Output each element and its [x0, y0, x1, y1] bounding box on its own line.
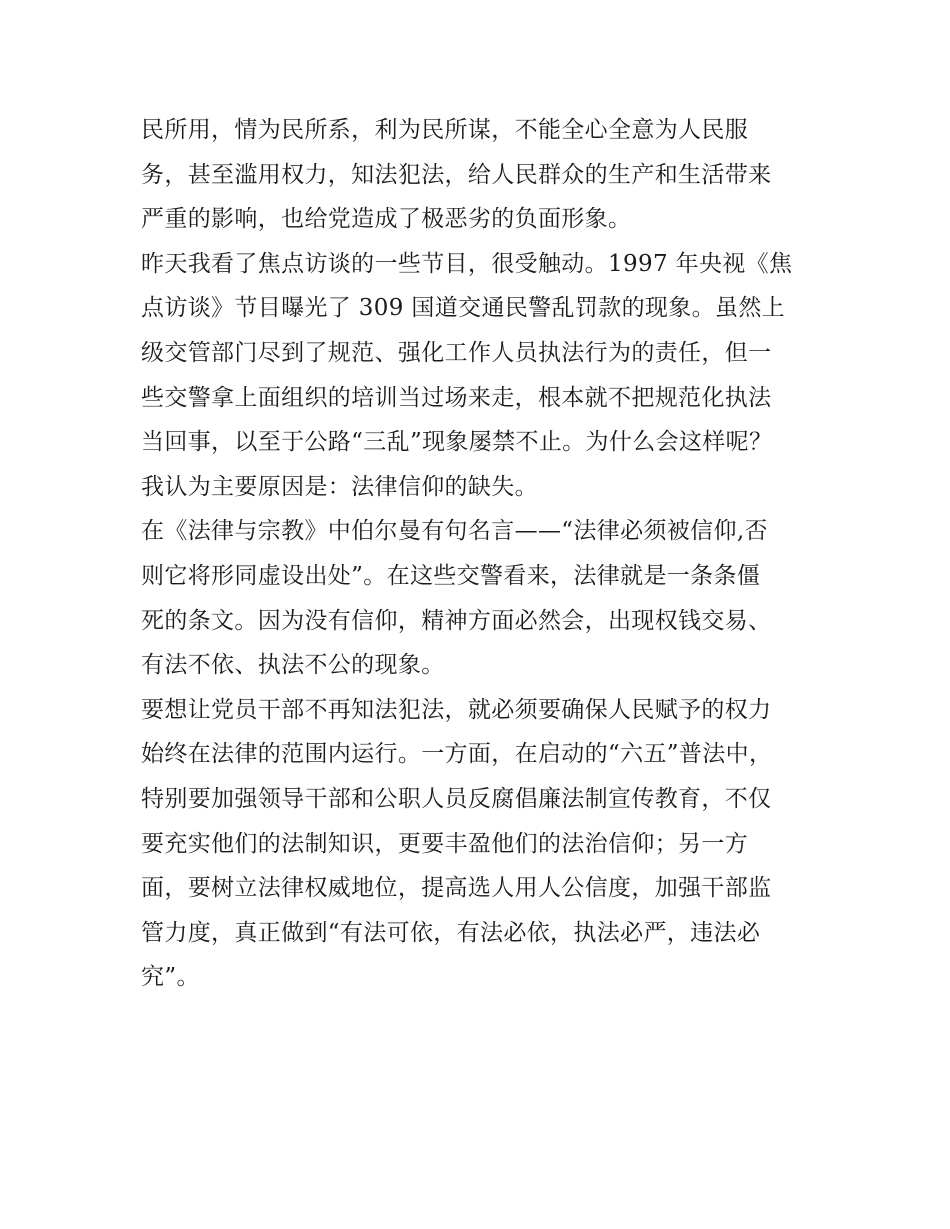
text-line: 点访谈》节目曝光了 309 国道交通民警乱罚款的现象。虽然上 — [141, 295, 786, 322]
text-line: 当回事，以至于公路“三乱”现象屡禁不止。为什么会这样呢？ — [141, 429, 773, 456]
text-line: 级交管部门尽到了规范、强化工作人员执法行为的责任，但一 — [141, 339, 772, 366]
text-line: 民所用，情为民所系，利为民所谋，不能全心全意为人民服 — [141, 117, 749, 143]
text-line: 务，甚至滥用权力，知法犯法，给人民群众的生产和生活带来 — [141, 161, 772, 188]
text-line: 要充实他们的法制知识，更要丰盈他们的法治信仰；另一方 — [141, 830, 749, 857]
text-line: 在《法律与宗教》中伯尔曼有句名言——“法律必须被信仰,否 — [141, 518, 768, 545]
text-line: 我认为主要原因是：法律信仰的缺失。 — [141, 473, 538, 500]
body-text — [141, 108, 821, 1000]
text-line: 些交警拿上面组织的培训当过场来走，根本就不把规范化执法 — [141, 384, 772, 411]
text-line: 始终在法律的范围内运行。一方面，在启动的“六五”普法中， — [141, 741, 773, 768]
text-line: 死的条文。因为没有信仰，精神方面必然会，出现权钱交易、 — [141, 607, 772, 634]
text-line: 严重的影响，也给党造成了极恶劣的负面形象。 — [141, 206, 632, 233]
text-line: 则它将形同虚设出处”。在这些交警看来，法律就是一条条僵 — [141, 562, 761, 589]
text-line: 究”。 — [141, 964, 200, 991]
text-line: 特别要加强领导干部和公职人员反腐倡廉法制宣传教育，不仅 — [141, 785, 772, 812]
text-line: 有法不依、执法不公的现象。 — [141, 652, 445, 679]
text-line: 要想让党员干部不再知法犯法，就必须要确保人民赋予的权力 — [141, 696, 772, 723]
text-line: 管力度，真正做到“有法可依，有法必依，执法必严，违法必 — [141, 919, 761, 946]
text-line: 面，要树立法律权威地位，提高选人用人公信度，加强干部监 — [141, 875, 772, 902]
text-line: 昨天我看了焦点访谈的一些节目，很受触动。1997 年央视《焦 — [141, 250, 793, 277]
